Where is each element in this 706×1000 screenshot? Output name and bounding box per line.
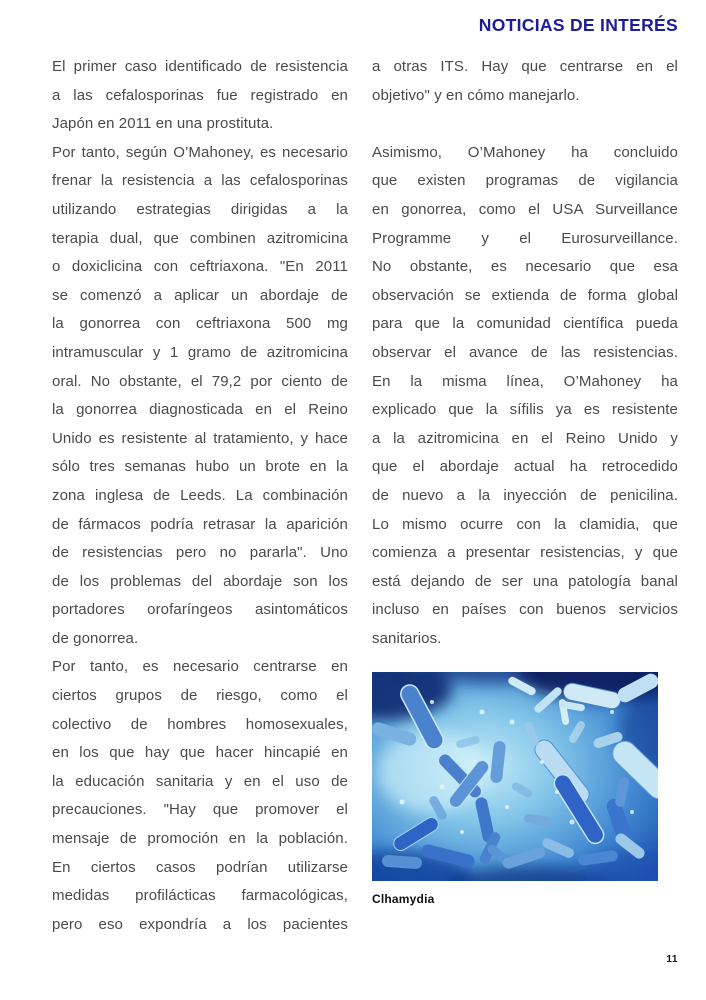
text-line: en los que hay que hacer hincapié en [52, 744, 348, 762]
text-line: utilizando estrategias dirigidas a la [52, 200, 348, 218]
text-line: Asimismo, O’Mahoney ha concluido [372, 143, 678, 161]
article-figure [372, 672, 658, 914]
text-line: sanitarios. [372, 629, 442, 647]
bacteria-illustration [372, 672, 658, 881]
text-line: zona inglesa de Leeds. La combinación [52, 486, 348, 504]
text-line: a la azitromicina en el Reino Unido y [372, 429, 678, 447]
text-line: para que la comunidad científica pueda [372, 315, 678, 333]
column-left [52, 53, 348, 939]
text-line: explicado que la sífilis ya es resistente [372, 401, 678, 419]
text-line: Japón en 2011 en una prostituta. [52, 115, 274, 133]
text-line: Unido es resistente al tratamiento, y hace [52, 429, 348, 447]
paragraph [372, 53, 678, 110]
text-line: medidas profilácticas farmacológicas, [52, 887, 348, 905]
text-line: se comenzó a aplicar un abordaje de [52, 286, 348, 304]
text-line: que el abordaje actual ha retrocedido [372, 458, 678, 476]
text-line: intramuscular y 1 gramo de azitromicina [52, 343, 348, 361]
text-line: terapia dual, que combinen azitromicina [52, 229, 348, 247]
text-line: En la misma línea, O’Mahoney ha [372, 372, 678, 390]
text-line: objetivo" y en cómo manejarlo. [372, 86, 580, 104]
text-line: a otras ITS. Hay que centrarse en el [372, 58, 678, 75]
text-line: en gonorrea, como el USA Surveillance [372, 200, 678, 218]
text-line: No obstante, es necesario que esa [372, 258, 678, 276]
text-line: comienza a presentar resistencias, y que [372, 544, 678, 562]
text-line: que existen programas de vigilancia [372, 172, 678, 190]
text-line: de los problemas del abordaje son los [52, 572, 348, 590]
text-line: portadores orofaríngeos asintomáticos [52, 601, 348, 619]
text-line: En ciertos casos podrían utilizarse [52, 858, 348, 876]
text-line: de nuevo a la inyección de penicilina. [372, 486, 678, 504]
text-line: Lo mismo ocurre con la clamidia, que [372, 515, 678, 533]
text-line: precauciones. "Hay que promover el [52, 801, 348, 819]
text-line: observar el avance de las resistencias. [372, 343, 678, 361]
text-line: colectivo de hombres homosexuales, [52, 715, 348, 733]
text-line: Programme y el Eurosurveillance. [372, 229, 678, 247]
paragraph [52, 53, 348, 139]
text-line: El primer caso identificado de resistencia [52, 58, 348, 75]
text-line: está dejando de ser una patología banal [372, 572, 678, 590]
column-right-text [372, 53, 678, 653]
text-line: la gonorrea diagnosticada en el Reino [52, 401, 348, 419]
chlamydia-micrograph-image [372, 672, 658, 881]
paragraph [52, 653, 348, 939]
text-line: sólo tres semanas hubo un brote en la [52, 458, 348, 476]
text-line: la educación sanitaria y en el uso de [52, 772, 348, 790]
text-line: ciertos grupos de riesgo, como el [52, 687, 348, 705]
text-line: de gonorrea. [52, 629, 139, 647]
paragraph [52, 139, 348, 654]
text-line: la gonorrea con ceftriaxona 500 mg [52, 315, 348, 333]
section-title: NOTICIAS DE INTERÉS [478, 15, 678, 35]
text-line: Por tanto, es necesario centrarse en [52, 658, 348, 676]
text-line: a las cefalosporinas fue registrado en [52, 86, 348, 104]
text-line: frenar la resistencia a las cefalosporinas [52, 172, 348, 190]
text-line: pero eso expondría a los pacientes [52, 915, 348, 933]
text-line: de resistencias pero no pararla". Uno [52, 544, 348, 562]
page-header [479, 15, 678, 36]
text-line: incluso en países con buenos servicios [372, 601, 678, 619]
paragraph [372, 139, 678, 654]
figure-caption: Clhamydia [372, 892, 435, 907]
text-line: mensaje de promoción en la población. [52, 830, 348, 848]
text-line: observación se extienda de forma global [372, 286, 678, 304]
text-line: oral. No obstante, el 79,2 por ciento de [52, 372, 348, 390]
page-number: 11 [666, 954, 678, 965]
text-line: o doxiclicina con ceftriaxona. "En 2011 [52, 258, 348, 276]
column-right [372, 53, 678, 914]
text-line: de fármacos podría retrasar la aparición [52, 515, 348, 533]
text-line: Por tanto, según O’Mahoney, es necesario [52, 143, 348, 161]
